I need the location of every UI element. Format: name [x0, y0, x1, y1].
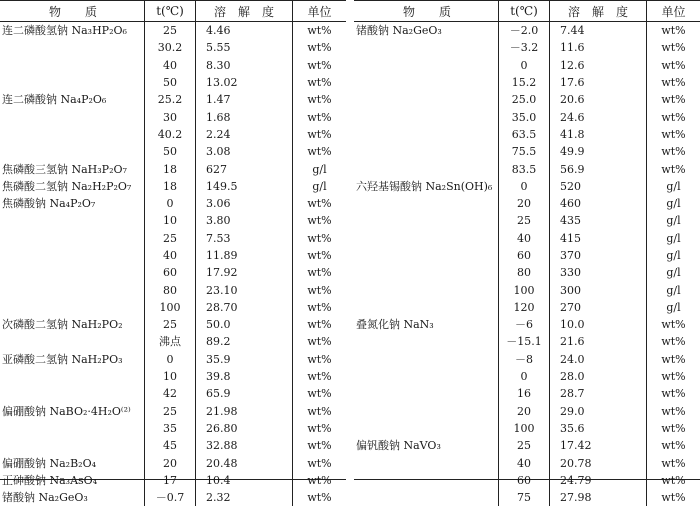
- table-row: [0, 74, 346, 91]
- substance-cell: [0, 385, 145, 402]
- table-row: [0, 91, 346, 108]
- solubility-cell: 50.0: [196, 316, 293, 333]
- temperature-cell: 0: [499, 57, 550, 74]
- unit-cell: wt%: [647, 316, 700, 333]
- temperature-cell: 25.2: [145, 91, 196, 108]
- solubility-cell: 3.08: [196, 143, 293, 160]
- substance-cell: [354, 299, 499, 316]
- solubility-cell: 28.7: [550, 385, 647, 402]
- solubility-cell: 17.92: [196, 264, 293, 281]
- unit-cell: wt%: [293, 316, 347, 333]
- substance-cell: [354, 39, 499, 56]
- solubility-cell: 7.44: [550, 22, 647, 40]
- table-row: [0, 247, 346, 264]
- temperature-cell: 83.5: [499, 160, 550, 177]
- temperature-cell: 25: [145, 403, 196, 420]
- table-row: [354, 143, 700, 160]
- substance-cell: [354, 160, 499, 177]
- unit-cell: wt%: [647, 437, 700, 454]
- solubility-cell: 300: [550, 281, 647, 298]
- substance-cell: [354, 351, 499, 368]
- table-row: [354, 57, 700, 74]
- solubility-cell: 23.10: [196, 281, 293, 298]
- solubility-cell: 20.48: [196, 454, 293, 471]
- table-row: [0, 403, 346, 420]
- table-row: [0, 489, 346, 506]
- solubility-cell: 5.55: [196, 39, 293, 56]
- table-row: [354, 178, 700, 195]
- temperature-cell: 40: [145, 57, 196, 74]
- table-row: [354, 247, 700, 264]
- substance-cell: [354, 281, 499, 298]
- unit-cell: wt%: [293, 472, 347, 489]
- substance-cell: [0, 368, 145, 385]
- solubility-cell: 11.6: [550, 39, 647, 56]
- solubility-cell: 35.6: [550, 420, 647, 437]
- unit-cell: wt%: [293, 368, 347, 385]
- table-row: [0, 160, 346, 177]
- table-row: [354, 160, 700, 177]
- unit-cell: g/l: [647, 247, 700, 264]
- solubility-cell: 56.9: [550, 160, 647, 177]
- right-table-panel: [354, 0, 700, 480]
- unit-cell: wt%: [293, 351, 347, 368]
- temperature-cell: 10: [145, 212, 196, 229]
- temperature-cell: 75: [499, 489, 550, 506]
- substance-cell: [0, 264, 145, 281]
- solubility-cell: 149.5: [196, 178, 293, 195]
- temperature-cell: 63.5: [499, 126, 550, 143]
- substance-cell: [0, 143, 145, 160]
- table-row: [0, 454, 346, 471]
- substance-cell: 叠氮化钠 NaN₃: [354, 316, 499, 333]
- table-row: [0, 57, 346, 74]
- solubility-cell: 35.9: [196, 351, 293, 368]
- solubility-cell: 7.53: [196, 230, 293, 247]
- unit-cell: g/l: [647, 195, 700, 212]
- substance-cell: 焦磷酸二氢钠 Na₂H₂P₂O₇: [0, 178, 145, 195]
- substance-cell: 偏硼酸钠 NaBO₂·4H₂O⁽²⁾: [0, 403, 145, 420]
- table-row: [354, 39, 700, 56]
- table-row: [354, 212, 700, 229]
- right-table-body: [354, 22, 700, 506]
- unit-cell: wt%: [647, 368, 700, 385]
- table-row: [354, 403, 700, 420]
- right-header-row: [354, 1, 700, 22]
- temperature-cell: －0.7: [145, 489, 196, 506]
- left-header-row: [0, 1, 346, 22]
- temperature-cell: 0: [499, 368, 550, 385]
- unit-cell: wt%: [647, 489, 700, 506]
- solubility-cell: 520: [550, 178, 647, 195]
- unit-cell: wt%: [647, 108, 700, 125]
- temperature-cell: 15.2: [499, 74, 550, 91]
- unit-cell: wt%: [293, 22, 347, 40]
- table-row: [0, 39, 346, 56]
- table-row: [0, 230, 346, 247]
- temperature-cell: 42: [145, 385, 196, 402]
- temperature-cell: 25: [145, 22, 196, 40]
- substance-cell: 连二磷酸氢钠 Na₃HP₂O₆: [0, 22, 145, 40]
- solubility-cell: 39.8: [196, 368, 293, 385]
- substance-cell: [354, 91, 499, 108]
- unit-cell: wt%: [293, 230, 347, 247]
- header-unit: 单位: [293, 1, 347, 22]
- substance-cell: [354, 74, 499, 91]
- temperature-cell: －6: [499, 316, 550, 333]
- solubility-cell: 3.06: [196, 195, 293, 212]
- solubility-cell: 330: [550, 264, 647, 281]
- solubility-cell: 13.02: [196, 74, 293, 91]
- solubility-cell: 2.24: [196, 126, 293, 143]
- substance-cell: [354, 472, 499, 489]
- unit-cell: wt%: [647, 472, 700, 489]
- temperature-cell: 沸点: [145, 333, 196, 350]
- substance-cell: [0, 281, 145, 298]
- unit-cell: wt%: [293, 195, 347, 212]
- unit-cell: wt%: [293, 299, 347, 316]
- table-row: [354, 489, 700, 506]
- unit-cell: wt%: [293, 126, 347, 143]
- substance-cell: [354, 126, 499, 143]
- temperature-cell: 40.2: [145, 126, 196, 143]
- unit-cell: wt%: [293, 91, 347, 108]
- table-row: [0, 212, 346, 229]
- temperature-cell: 40: [499, 454, 550, 471]
- unit-cell: wt%: [647, 91, 700, 108]
- unit-cell: wt%: [293, 247, 347, 264]
- solubility-cell: 21.98: [196, 403, 293, 420]
- solubility-cell: 3.80: [196, 212, 293, 229]
- solubility-cell: 12.6: [550, 57, 647, 74]
- temperature-cell: 25: [145, 230, 196, 247]
- solubility-cell: 28.70: [196, 299, 293, 316]
- solubility-cell: 460: [550, 195, 647, 212]
- table-row: [354, 230, 700, 247]
- substance-cell: [354, 403, 499, 420]
- temperature-cell: 35.0: [499, 108, 550, 125]
- substance-cell: 亚磷酸二氢钠 NaH₂PO₃: [0, 351, 145, 368]
- unit-cell: wt%: [647, 454, 700, 471]
- solubility-cell: 29.0: [550, 403, 647, 420]
- unit-cell: wt%: [293, 281, 347, 298]
- solubility-cell: 41.8: [550, 126, 647, 143]
- unit-cell: g/l: [293, 178, 347, 195]
- temperature-cell: 20: [499, 403, 550, 420]
- substance-cell: 六羟基锡酸钠 Na₂Sn(OH)₆: [354, 178, 499, 195]
- unit-cell: wt%: [293, 333, 347, 350]
- solubility-cell: 2.32: [196, 489, 293, 506]
- unit-cell: wt%: [647, 333, 700, 350]
- table-row: [0, 351, 346, 368]
- solubility-cell: 17.42: [550, 437, 647, 454]
- table-row: [0, 299, 346, 316]
- unit-cell: wt%: [293, 108, 347, 125]
- table-row: [354, 91, 700, 108]
- table-row: [354, 74, 700, 91]
- temperature-cell: 25: [145, 316, 196, 333]
- temperature-cell: 16: [499, 385, 550, 402]
- unit-cell: wt%: [293, 212, 347, 229]
- table-row: [0, 143, 346, 160]
- temperature-cell: 30.2: [145, 39, 196, 56]
- substance-cell: [0, 333, 145, 350]
- solubility-cell: 10.0: [550, 316, 647, 333]
- temperature-cell: 30: [145, 108, 196, 125]
- temperature-cell: 40: [145, 247, 196, 264]
- unit-cell: wt%: [293, 74, 347, 91]
- substance-cell: 锗酸钠 Na₂GeO₃: [0, 489, 145, 506]
- table-row: [0, 333, 346, 350]
- solubility-cell: 370: [550, 247, 647, 264]
- temperature-cell: 100: [499, 281, 550, 298]
- unit-cell: g/l: [647, 178, 700, 195]
- temperature-cell: 45: [145, 437, 196, 454]
- table-row: [354, 264, 700, 281]
- solubility-cell: 20.78: [550, 454, 647, 471]
- table-row: [354, 195, 700, 212]
- table-row: [0, 126, 346, 143]
- unit-cell: wt%: [647, 143, 700, 160]
- unit-cell: wt%: [293, 420, 347, 437]
- temperature-cell: －3.2: [499, 39, 550, 56]
- temperature-cell: 100: [145, 299, 196, 316]
- substance-cell: [0, 299, 145, 316]
- temperature-cell: 75.5: [499, 143, 550, 160]
- table-row: [354, 281, 700, 298]
- substance-cell: [354, 454, 499, 471]
- substance-cell: [354, 108, 499, 125]
- unit-cell: wt%: [647, 420, 700, 437]
- solubility-cell: 1.47: [196, 91, 293, 108]
- table-row: [354, 351, 700, 368]
- solubility-cell: 89.2: [196, 333, 293, 350]
- solubility-cell: 21.6: [550, 333, 647, 350]
- temperature-cell: 0: [145, 195, 196, 212]
- unit-cell: wt%: [647, 160, 700, 177]
- substance-cell: 偏硼酸钠 Na₂B₂O₄: [0, 454, 145, 471]
- table-row: [354, 299, 700, 316]
- table-row: [0, 22, 346, 40]
- temperature-cell: 60: [499, 247, 550, 264]
- table-row: [354, 22, 700, 40]
- table-row: [0, 178, 346, 195]
- substance-cell: 正砷酸钠 Na₃AsO₄: [0, 472, 145, 489]
- substance-cell: [354, 489, 499, 506]
- unit-cell: g/l: [647, 264, 700, 281]
- unit-cell: g/l: [647, 212, 700, 229]
- substance-cell: [354, 230, 499, 247]
- substance-cell: [354, 385, 499, 402]
- unit-cell: wt%: [293, 489, 347, 506]
- solubility-cell: 4.46: [196, 22, 293, 40]
- solubility-cell: 627: [196, 160, 293, 177]
- substance-cell: [0, 247, 145, 264]
- temperature-cell: 25: [499, 437, 550, 454]
- unit-cell: g/l: [647, 281, 700, 298]
- temperature-cell: 80: [145, 281, 196, 298]
- substance-cell: [354, 195, 499, 212]
- header-temperature: t(℃): [145, 1, 196, 22]
- solubility-cell: 26.80: [196, 420, 293, 437]
- table-row: [0, 281, 346, 298]
- substance-cell: [0, 420, 145, 437]
- header-solubility: 溶 解 度: [550, 1, 647, 22]
- temperature-cell: 17: [145, 472, 196, 489]
- temperature-cell: －8: [499, 351, 550, 368]
- solubility-cell: 20.6: [550, 91, 647, 108]
- substance-cell: [354, 212, 499, 229]
- temperature-cell: 40: [499, 230, 550, 247]
- unit-cell: g/l: [647, 299, 700, 316]
- substance-cell: [0, 126, 145, 143]
- unit-cell: wt%: [647, 385, 700, 402]
- substance-cell: [0, 74, 145, 91]
- header-temperature: t(℃): [499, 1, 550, 22]
- unit-cell: wt%: [647, 57, 700, 74]
- left-solubility-table: [0, 1, 346, 506]
- table-row: [0, 264, 346, 281]
- temperature-cell: 25: [499, 212, 550, 229]
- left-table-panel: [0, 0, 346, 480]
- substance-cell: [0, 57, 145, 74]
- substance-cell: 锗酸钠 Na₂GeO₃: [354, 22, 499, 40]
- table-row: [0, 420, 346, 437]
- solubility-cell: 435: [550, 212, 647, 229]
- substance-cell: [0, 437, 145, 454]
- header-solubility: 溶 解 度: [196, 1, 293, 22]
- table-row: [354, 368, 700, 385]
- temperature-cell: 80: [499, 264, 550, 281]
- solubility-cell: 270: [550, 299, 647, 316]
- solubility-cell: 65.9: [196, 385, 293, 402]
- solubility-cell: 32.88: [196, 437, 293, 454]
- unit-cell: g/l: [647, 230, 700, 247]
- temperature-cell: 0: [145, 351, 196, 368]
- temperature-cell: 0: [499, 178, 550, 195]
- unit-cell: wt%: [293, 264, 347, 281]
- temperature-cell: 10: [145, 368, 196, 385]
- unit-cell: wt%: [293, 57, 347, 74]
- substance-cell: [0, 230, 145, 247]
- temperature-cell: 20: [145, 454, 196, 471]
- solubility-cell: 10.4: [196, 472, 293, 489]
- temperature-cell: 35: [145, 420, 196, 437]
- solubility-cell: 24.6: [550, 108, 647, 125]
- table-row: [354, 454, 700, 471]
- temperature-cell: 25.0: [499, 91, 550, 108]
- temperature-cell: 100: [499, 420, 550, 437]
- temperature-cell: 60: [145, 264, 196, 281]
- temperature-cell: －2.0: [499, 22, 550, 40]
- substance-cell: [0, 39, 145, 56]
- substance-cell: [354, 368, 499, 385]
- unit-cell: wt%: [293, 143, 347, 160]
- table-row: [354, 472, 700, 489]
- table-row: [0, 368, 346, 385]
- table-row: [354, 316, 700, 333]
- temperature-cell: －15.1: [499, 333, 550, 350]
- substance-cell: [0, 212, 145, 229]
- table-row: [0, 316, 346, 333]
- table-row: [0, 108, 346, 125]
- header-unit: 单位: [647, 1, 700, 22]
- table-row: [0, 437, 346, 454]
- substance-cell: 次磷酸二氢钠 NaH₂PO₂: [0, 316, 145, 333]
- solubility-cell: 49.9: [550, 143, 647, 160]
- unit-cell: wt%: [647, 351, 700, 368]
- table-row: [0, 385, 346, 402]
- temperature-cell: 50: [145, 143, 196, 160]
- right-solubility-table: [354, 1, 700, 506]
- solubility-cell: 17.6: [550, 74, 647, 91]
- unit-cell: wt%: [647, 22, 700, 40]
- temperature-cell: 50: [145, 74, 196, 91]
- header-substance: 物 质: [354, 1, 499, 22]
- unit-cell: wt%: [647, 126, 700, 143]
- table-row: [354, 108, 700, 125]
- table-row: [354, 333, 700, 350]
- unit-cell: wt%: [647, 403, 700, 420]
- temperature-cell: 18: [145, 178, 196, 195]
- solubility-cell: 415: [550, 230, 647, 247]
- unit-cell: wt%: [293, 454, 347, 471]
- substance-cell: [354, 333, 499, 350]
- solubility-cell: 11.89: [196, 247, 293, 264]
- temperature-cell: 18: [145, 160, 196, 177]
- substance-cell: 焦磷酸三氢钠 NaH₃P₂O₇: [0, 160, 145, 177]
- temperature-cell: 60: [499, 472, 550, 489]
- table-row: [354, 420, 700, 437]
- temperature-cell: 20: [499, 195, 550, 212]
- unit-cell: wt%: [293, 403, 347, 420]
- unit-cell: wt%: [293, 385, 347, 402]
- left-table-body: [0, 22, 346, 506]
- temperature-cell: 120: [499, 299, 550, 316]
- solubility-cell: 24.79: [550, 472, 647, 489]
- substance-cell: 焦磷酸钠 Na₄P₂O₇: [0, 195, 145, 212]
- unit-cell: wt%: [293, 39, 347, 56]
- table-row: [0, 472, 346, 489]
- unit-cell: wt%: [293, 437, 347, 454]
- unit-cell: g/l: [293, 160, 347, 177]
- substance-cell: 连二磷酸钠 Na₄P₂O₆: [0, 91, 145, 108]
- substance-cell: [354, 420, 499, 437]
- solubility-cell: 28.0: [550, 368, 647, 385]
- solubility-cell: 8.30: [196, 57, 293, 74]
- unit-cell: wt%: [647, 74, 700, 91]
- table-row: [354, 126, 700, 143]
- solubility-cell: 1.68: [196, 108, 293, 125]
- substance-cell: 偏钒酸钠 NaVO₃: [354, 437, 499, 454]
- substance-cell: [354, 264, 499, 281]
- substance-cell: [354, 57, 499, 74]
- unit-cell: wt%: [647, 39, 700, 56]
- table-row: [354, 385, 700, 402]
- substance-cell: [354, 143, 499, 160]
- table-row: [0, 195, 346, 212]
- substance-cell: [0, 108, 145, 125]
- substance-cell: [354, 247, 499, 264]
- solubility-cell: 24.0: [550, 351, 647, 368]
- table-row: [354, 437, 700, 454]
- header-substance: 物 质: [0, 1, 145, 22]
- solubility-cell: 27.98: [550, 489, 647, 506]
